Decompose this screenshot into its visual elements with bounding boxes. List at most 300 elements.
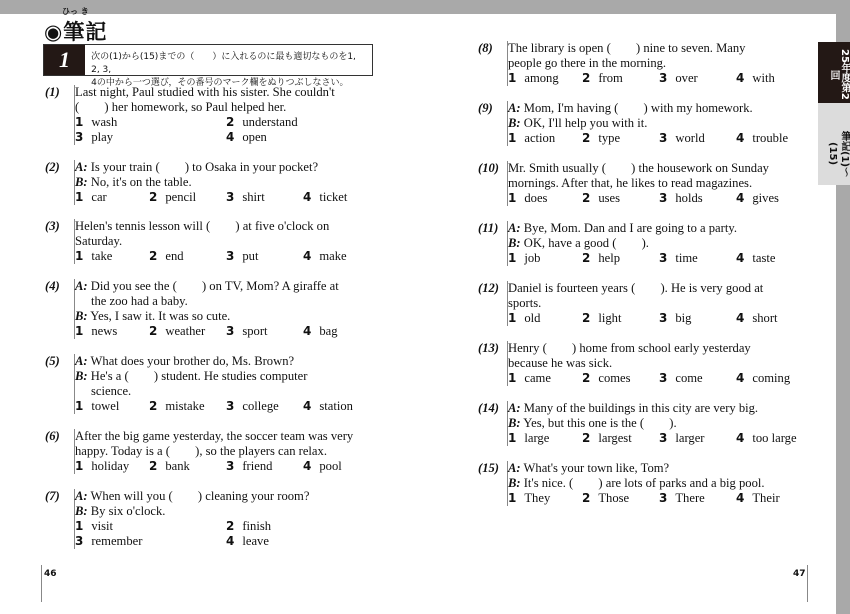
line-text: After the big game yesterday, the soccer team was very <box>75 429 354 443</box>
question-line <box>507 281 807 296</box>
option-number: 1 <box>508 71 517 85</box>
option-number: 3 <box>659 71 668 85</box>
answer-option[interactable] <box>508 431 549 446</box>
option-text: open <box>242 130 267 144</box>
answer-option[interactable] <box>149 190 196 205</box>
answer-option[interactable] <box>75 130 113 145</box>
question-line <box>507 221 807 236</box>
option-text: pencil <box>165 190 197 204</box>
page-number-left: 46 <box>44 569 57 579</box>
option-number: 2 <box>582 71 591 85</box>
question-body <box>507 221 807 266</box>
option-number: 4 <box>226 130 235 144</box>
option-number: 3 <box>659 131 668 145</box>
speaker-label: B: <box>508 116 521 130</box>
speaker-label: B: <box>75 175 88 189</box>
answer-option[interactable] <box>75 249 112 264</box>
option-text: friend <box>242 459 273 473</box>
line-text: Is your train ( ) to Osaka in your pocket? <box>87 160 319 174</box>
question-body <box>507 461 807 506</box>
option-text: world <box>675 131 705 145</box>
line-text: Last night, Paul studied with his sister. She couldn't <box>75 85 335 99</box>
question-line <box>74 175 374 190</box>
option-number: 1 <box>75 249 84 263</box>
option-text: make <box>319 249 347 263</box>
option-text: coming <box>752 371 791 385</box>
answer-option[interactable] <box>508 491 550 506</box>
option-text: They <box>524 491 551 505</box>
speaker-label: A: <box>508 221 521 235</box>
question-number: (9) <box>478 101 493 115</box>
option-text: with <box>752 71 775 85</box>
option-text: pool <box>319 459 342 473</box>
question-number: (3) <box>45 219 60 233</box>
question-number: (5) <box>45 354 60 368</box>
option-text: gives <box>752 191 779 205</box>
answer-option[interactable] <box>659 131 705 146</box>
option-text: understand <box>242 115 298 129</box>
options-row <box>508 251 807 266</box>
option-text: wash <box>91 115 118 129</box>
line-text: Mr. Smith usually ( ) the housework on Sunday <box>508 161 769 175</box>
option-number: 4 <box>736 371 745 385</box>
question-line <box>507 236 807 251</box>
options-row <box>508 491 807 506</box>
option-number: 1 <box>508 491 517 505</box>
instruction-line: 次の(1)から(15)までの（ ）に入れるのに最も適切なものを1, 2, 3, <box>91 52 356 75</box>
option-text: leave <box>242 534 269 548</box>
option-number: 1 <box>75 399 84 413</box>
question-line <box>74 234 374 249</box>
question-number: (4) <box>45 279 60 293</box>
answer-option[interactable] <box>736 251 775 266</box>
option-text: uses <box>598 191 621 205</box>
answer-option[interactable] <box>226 324 268 339</box>
question-line <box>507 461 807 476</box>
question-line <box>507 416 807 431</box>
answer-option[interactable] <box>659 251 698 266</box>
option-text: help <box>598 251 621 265</box>
question-line <box>74 489 374 504</box>
option-text: large <box>524 431 550 445</box>
option-number: 4 <box>303 249 312 263</box>
options-row <box>75 249 374 264</box>
option-text: light <box>598 311 622 325</box>
answer-option[interactable] <box>303 249 347 264</box>
answer-option[interactable] <box>303 399 353 414</box>
option-text: take <box>91 249 113 263</box>
speaker-label: A: <box>508 101 521 115</box>
question-body <box>74 429 374 474</box>
option-number: 1 <box>508 131 517 145</box>
option-text: time <box>675 251 698 265</box>
option-number: 4 <box>736 131 745 145</box>
options-row <box>75 534 374 549</box>
answer-option[interactable] <box>75 324 117 339</box>
answer-option[interactable] <box>226 130 267 145</box>
option-text: Their <box>752 491 780 505</box>
question-number: (2) <box>45 160 60 174</box>
question-line <box>74 294 374 309</box>
answer-option[interactable] <box>582 491 629 506</box>
answer-option[interactable] <box>508 311 540 326</box>
option-text: There <box>675 491 705 505</box>
line-text: OK, have a good ( ). <box>520 236 649 250</box>
line-text: Mom, I'm having ( ) with my homework. <box>520 101 753 115</box>
instruction-box <box>43 44 373 88</box>
question-body <box>74 354 374 414</box>
option-number: 1 <box>508 371 517 385</box>
option-text: remember <box>91 534 143 548</box>
option-number: 2 <box>226 115 235 129</box>
option-number: 2 <box>582 491 591 505</box>
option-number: 4 <box>736 431 745 445</box>
options-row <box>75 115 374 130</box>
question-body <box>507 161 807 206</box>
option-text: action <box>524 131 556 145</box>
question-line <box>74 279 374 294</box>
line-text: Saturday. <box>75 234 123 248</box>
option-text: ticket <box>319 190 348 204</box>
options-row <box>508 191 807 206</box>
answer-option[interactable] <box>582 71 623 86</box>
option-number: 2 <box>582 371 591 385</box>
answer-option[interactable] <box>736 131 788 146</box>
option-text: shirt <box>242 190 265 204</box>
options-row <box>508 71 807 86</box>
answer-option[interactable] <box>149 324 205 339</box>
option-number: 4 <box>736 191 745 205</box>
question-line <box>74 309 374 324</box>
options-row <box>75 399 374 414</box>
answer-option[interactable] <box>508 131 555 146</box>
option-number: 1 <box>75 115 84 129</box>
question-line <box>507 101 807 116</box>
line-text: What does your brother do, Ms. Brown? <box>87 354 295 368</box>
answer-option[interactable] <box>303 190 347 205</box>
option-text: from <box>598 71 623 85</box>
option-text: visit <box>91 519 114 533</box>
option-text: trouble <box>752 131 789 145</box>
line-text: What's your town like, Tom? <box>520 461 670 475</box>
answer-option[interactable] <box>659 71 698 86</box>
option-number: 2 <box>149 459 158 473</box>
options-row <box>75 130 374 145</box>
answer-option[interactable] <box>75 399 119 414</box>
option-text: short <box>752 311 778 325</box>
question-line <box>74 100 374 115</box>
question-line <box>74 504 374 519</box>
divider <box>41 565 42 602</box>
option-text: job <box>524 251 541 265</box>
question-line <box>507 161 807 176</box>
question-line <box>507 176 807 191</box>
answer-option[interactable] <box>226 459 272 474</box>
line-text: Daniel is fourteen years ( ). He is very good at <box>508 281 764 295</box>
answer-option[interactable] <box>508 191 547 206</box>
question-line <box>74 384 374 399</box>
answer-option[interactable] <box>736 191 779 206</box>
instruction-line: 4の中から一つ選び，その番号のマーク欄をぬりつぶしなさい。 <box>91 78 349 88</box>
question-body <box>74 219 374 264</box>
option-number: 3 <box>226 324 235 338</box>
line-text: Many of the buildings in this city are very big. <box>520 401 759 415</box>
option-number: 4 <box>736 491 745 505</box>
options-row <box>508 311 807 326</box>
line-text: because he was sick. <box>508 356 613 370</box>
question-body <box>507 341 807 386</box>
option-text: sport <box>242 324 268 338</box>
question-line <box>74 219 374 234</box>
question-body <box>74 85 374 145</box>
option-number: 1 <box>508 311 517 325</box>
answer-option[interactable] <box>149 399 205 414</box>
option-text: type <box>598 131 621 145</box>
question-line <box>74 369 374 384</box>
option-text: bank <box>165 459 190 473</box>
options-row <box>508 371 807 386</box>
question-number: (10) <box>478 161 499 175</box>
question-number: (6) <box>45 429 60 443</box>
option-number: 4 <box>303 324 312 338</box>
option-number: 3 <box>226 190 235 204</box>
option-number: 2 <box>582 191 591 205</box>
question-body <box>507 281 807 326</box>
answer-option[interactable] <box>508 371 551 386</box>
answer-option[interactable] <box>75 459 129 474</box>
answer-option[interactable] <box>75 190 107 205</box>
answer-option[interactable] <box>736 491 780 506</box>
options-row <box>508 431 807 446</box>
line-text: Helen's tennis lesson will ( ) at five o'clock on <box>75 219 330 233</box>
answer-option[interactable] <box>75 519 113 534</box>
question-line <box>507 41 807 56</box>
option-text: big <box>675 311 692 325</box>
options-row <box>75 519 374 534</box>
answer-option[interactable] <box>508 71 559 86</box>
answer-option[interactable] <box>303 459 342 474</box>
line-text: OK, I'll help you with it. <box>520 116 648 130</box>
option-text: finish <box>242 519 272 533</box>
option-number: 3 <box>659 191 668 205</box>
answer-option[interactable] <box>582 251 620 266</box>
question-line <box>507 116 807 131</box>
answer-option[interactable] <box>659 191 703 206</box>
option-number: 4 <box>303 190 312 204</box>
top-band <box>0 0 850 14</box>
option-number: 4 <box>303 399 312 413</box>
answer-option[interactable] <box>736 311 778 326</box>
option-number: 3 <box>659 491 668 505</box>
question-body <box>507 401 807 446</box>
answer-option[interactable] <box>659 371 703 386</box>
question-body <box>74 489 374 549</box>
question-line <box>507 401 807 416</box>
option-number: 3 <box>226 459 235 473</box>
answer-option[interactable] <box>659 311 691 326</box>
speaker-label: A: <box>75 354 88 368</box>
speaker-label: B: <box>75 369 88 383</box>
option-number: 4 <box>226 534 235 548</box>
answer-option[interactable] <box>736 71 775 86</box>
answer-option[interactable] <box>226 190 265 205</box>
question-number: (7) <box>45 489 60 503</box>
option-text: college <box>242 399 279 413</box>
option-number: 2 <box>582 431 591 445</box>
question-number: (13) <box>478 341 499 355</box>
question-line <box>74 354 374 369</box>
question-number: (1) <box>45 85 60 99</box>
option-text: holds <box>675 191 703 205</box>
line-text: science. <box>91 384 132 398</box>
option-number: 3 <box>659 311 668 325</box>
section-number: 1 <box>44 45 85 75</box>
option-text: came <box>524 371 551 385</box>
speaker-label: B: <box>508 236 521 250</box>
title-ruby: ひっ き <box>62 7 89 16</box>
options-row <box>508 131 807 146</box>
option-number: 2 <box>582 131 591 145</box>
option-text: end <box>165 249 184 263</box>
answer-option[interactable] <box>149 249 184 264</box>
line-text: Yes, but this one is the ( ). <box>520 416 677 430</box>
option-number: 2 <box>582 251 591 265</box>
option-number: 1 <box>508 431 517 445</box>
divider <box>807 565 808 602</box>
answer-option[interactable] <box>226 115 298 130</box>
option-text: largest <box>598 431 632 445</box>
option-number: 1 <box>508 191 517 205</box>
option-number: 4 <box>736 311 745 325</box>
answer-option[interactable] <box>659 491 705 506</box>
speaker-label: A: <box>508 401 521 415</box>
line-text: By six o'clock. <box>87 504 166 518</box>
answer-option[interactable] <box>582 371 631 386</box>
page-number-right: 47 <box>793 569 806 579</box>
question-number: (15) <box>478 461 499 475</box>
speaker-label: B: <box>508 476 521 490</box>
option-number: 4 <box>736 71 745 85</box>
option-number: 4 <box>736 251 745 265</box>
speaker-label: B: <box>75 309 88 323</box>
question-line <box>507 56 807 71</box>
line-text: No, it's on the table. <box>87 175 192 189</box>
option-text: old <box>524 311 541 325</box>
option-number: 3 <box>659 251 668 265</box>
option-text: does <box>524 191 548 205</box>
option-text: comes <box>598 371 631 385</box>
option-text: Those <box>598 491 630 505</box>
question-number: (12) <box>478 281 499 295</box>
line-text: Bye, Mom. Dan and I are going to a party. <box>520 221 737 235</box>
section-title: ◉筆記 <box>44 20 108 44</box>
answer-option[interactable] <box>303 324 338 339</box>
line-text: When will you ( ) cleaning your room? <box>87 489 310 503</box>
instruction-text <box>85 45 372 88</box>
option-number: 1 <box>75 519 84 533</box>
question-body <box>507 41 807 86</box>
option-number: 1 <box>75 324 84 338</box>
answer-option[interactable] <box>226 519 271 534</box>
option-text: towel <box>91 399 120 413</box>
option-number: 2 <box>149 249 158 263</box>
line-text: He's a ( ) student. He studies computer <box>87 369 308 383</box>
line-text: Did you see the ( ) on TV, Mom? A giraffe at <box>87 279 339 293</box>
question-body <box>74 160 374 205</box>
answer-option[interactable] <box>582 431 632 446</box>
answer-option[interactable] <box>582 191 620 206</box>
option-number: 1 <box>508 251 517 265</box>
answer-option[interactable] <box>226 249 258 264</box>
answer-option[interactable] <box>226 534 269 549</box>
option-number: 1 <box>75 459 84 473</box>
line-text: Henry ( ) home from school early yesterday <box>508 341 751 355</box>
option-number: 3 <box>226 249 235 263</box>
question-line <box>74 429 374 444</box>
answer-option[interactable] <box>736 431 797 446</box>
options-row <box>75 324 374 339</box>
option-text: over <box>675 71 698 85</box>
answer-option[interactable] <box>736 371 790 386</box>
answer-option[interactable] <box>226 399 279 414</box>
line-text: The library is open ( ) nine to seven. Many <box>508 41 746 55</box>
line-text: mornings. After that, he likes to read magazines. <box>508 176 753 190</box>
answer-option[interactable] <box>659 431 705 446</box>
answer-option[interactable] <box>75 534 142 549</box>
speaker-label: A: <box>508 461 521 475</box>
line-text: It's nice. ( ) are lots of parks and a big pool. <box>520 476 765 490</box>
question-line <box>507 356 807 371</box>
year-tab: 25年度第2回 <box>818 42 850 103</box>
line-text: happy. Today is a ( ), so the players can relax. <box>75 444 327 458</box>
option-text: holiday <box>91 459 130 473</box>
option-text: news <box>91 324 118 338</box>
option-text: among <box>524 71 559 85</box>
speaker-label: A: <box>75 489 88 503</box>
answer-option[interactable] <box>149 459 190 474</box>
option-number: 1 <box>75 190 84 204</box>
speaker-label: A: <box>75 279 88 293</box>
line-text: the zoo had a baby. <box>91 294 188 308</box>
option-number: 3 <box>659 371 668 385</box>
option-number: 3 <box>226 399 235 413</box>
line-text: sports. <box>508 296 542 310</box>
question-body <box>507 101 807 146</box>
option-number: 2 <box>582 311 591 325</box>
section-tab: 筆記(1)〜(15) <box>818 103 850 185</box>
answer-option[interactable] <box>582 131 620 146</box>
option-number: 2 <box>149 190 158 204</box>
speaker-label: B: <box>508 416 521 430</box>
question-line <box>74 160 374 175</box>
answer-option[interactable] <box>75 115 117 130</box>
option-text: play <box>91 130 114 144</box>
option-text: car <box>91 190 107 204</box>
option-text: put <box>242 249 259 263</box>
options-row <box>75 459 374 474</box>
question-line <box>507 476 807 491</box>
option-text: weather <box>165 324 206 338</box>
option-number: 3 <box>75 130 84 144</box>
option-text: taste <box>752 251 776 265</box>
line-text: people go there in the morning. <box>508 56 667 70</box>
answer-option[interactable] <box>508 251 540 266</box>
option-text: station <box>319 399 353 413</box>
question-line <box>74 85 374 100</box>
option-number: 4 <box>303 459 312 473</box>
answer-option[interactable] <box>582 311 621 326</box>
option-number: 2 <box>149 399 158 413</box>
